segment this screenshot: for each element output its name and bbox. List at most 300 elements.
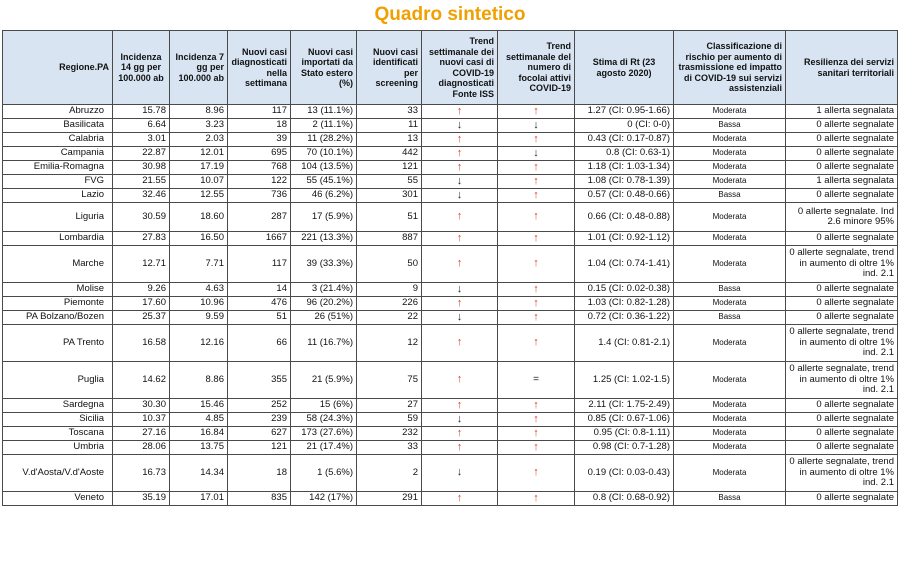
cell-incidence-14: 6.64 — [113, 119, 170, 133]
cell-new-cases: 66 — [228, 325, 291, 362]
arrow-up-icon: ↑ — [533, 310, 539, 323]
cell-risk: Moderata — [674, 413, 786, 427]
cell-trend-foci — [498, 455, 575, 492]
cell-trend-cases — [422, 311, 498, 325]
cell-trend-cases — [422, 297, 498, 311]
cell-trend-foci — [498, 311, 575, 325]
col-header-region: Regione.PA — [3, 31, 113, 105]
cell-risk: Moderata — [674, 105, 786, 119]
cell-screening: 2 — [357, 455, 422, 492]
cell-imported: 17 (5.9%) — [291, 203, 357, 232]
col-header-trend-cases: Trend settimanale dei nuovi casi di COVID-19 diagnosticati Fonte ISS — [422, 31, 498, 105]
arrow-up-icon: ↑ — [533, 466, 539, 479]
table-row — [3, 399, 898, 413]
cell-imported: 39 (33.3%) — [291, 246, 357, 283]
cell-incidence-7: 4.85 — [170, 413, 228, 427]
cell-region: Calabria — [3, 133, 113, 147]
cell-trend-cases — [422, 325, 498, 362]
cell-rt: 0.15 (CI: 0.02-0.38) — [575, 283, 674, 297]
cell-risk: Moderata — [674, 325, 786, 362]
cell-incidence-7: 12.16 — [170, 325, 228, 362]
cell-trend-foci — [498, 297, 575, 311]
arrow-up-icon: ↑ — [533, 257, 539, 270]
cell-rt: 1.4 (CI: 0.81-2.1) — [575, 325, 674, 362]
cell-region: Umbria — [3, 441, 113, 455]
cell-trend-cases — [422, 427, 498, 441]
cell-rt: 0.8 (CI: 0.68-0.92) — [575, 492, 674, 506]
cell-new-cases: 122 — [228, 175, 291, 189]
cell-incidence-7: 8.86 — [170, 362, 228, 399]
cell-resilience: 0 allerte segnalate — [786, 413, 898, 427]
col-header-imported: Nuovi casi importati da Stato estero (%) — [291, 31, 357, 105]
arrow-up-icon: ↑ — [533, 336, 539, 349]
arrow-up-icon: ↑ — [456, 210, 463, 223]
table-row — [3, 427, 898, 441]
cell-rt: 0.57 (CI: 0.48-0.66) — [575, 189, 674, 203]
cell-screening: 33 — [357, 105, 422, 119]
cell-trend-foci — [498, 133, 575, 147]
cell-risk: Moderata — [674, 362, 786, 399]
cell-rt: 0.8 (CI: 0.63-1) — [575, 147, 674, 161]
cell-rt: 0.85 (CI: 0.67-1.06) — [575, 413, 674, 427]
cell-trend-foci — [498, 492, 575, 506]
cell-incidence-14: 22.87 — [113, 147, 170, 161]
cell-region: FVG — [3, 175, 113, 189]
table-row — [3, 147, 898, 161]
cell-region: Molise — [3, 283, 113, 297]
cell-trend-cases — [422, 413, 498, 427]
arrow-up-icon: ↑ — [456, 257, 463, 270]
cell-risk: Moderata — [674, 441, 786, 455]
cell-region: Veneto — [3, 492, 113, 506]
cell-region: Basilicata — [3, 119, 113, 133]
arrow-down-icon: ↓ — [456, 188, 463, 201]
cell-new-cases: 287 — [228, 203, 291, 232]
cell-resilience: 0 allerte segnalate — [786, 232, 898, 246]
table-row — [3, 189, 898, 203]
cell-incidence-14: 32.46 — [113, 189, 170, 203]
arrow-up-icon: ↑ — [533, 188, 539, 201]
cell-incidence-7: 17.19 — [170, 161, 228, 175]
arrow-up-icon: ↑ — [533, 426, 539, 439]
cell-risk: Moderata — [674, 232, 786, 246]
cell-resilience: 0 allerte segnalate — [786, 283, 898, 297]
arrow-up-icon: ↑ — [533, 296, 539, 309]
col-header-incidence-14: Incidenza 14 gg per 100.000 ab — [113, 31, 170, 105]
arrow-up-icon: ↑ — [533, 440, 539, 453]
cell-resilience: 0 allerte segnalate, trend in aumento di oltre 1% ind. 2.1 — [786, 325, 898, 362]
arrow-up-icon: ↑ — [533, 104, 539, 117]
cell-screening: 59 — [357, 413, 422, 427]
cell-new-cases: 18 — [228, 119, 291, 133]
cell-imported: 13 (11.1%) — [291, 105, 357, 119]
arrow-up-icon: ↑ — [456, 146, 463, 159]
cell-screening: 232 — [357, 427, 422, 441]
cell-trend-cases — [422, 246, 498, 283]
cell-screening: 75 — [357, 362, 422, 399]
cell-trend-foci — [498, 119, 575, 133]
col-header-risk: Classificazione di rischio per aumento di trasmissione ed impatto di COVID-19 sui servizi assistenziali — [674, 31, 786, 105]
cell-region: Lombardia — [3, 232, 113, 246]
cell-incidence-14: 21.55 — [113, 175, 170, 189]
cell-trend-cases — [422, 147, 498, 161]
cell-imported: 173 (27.6%) — [291, 427, 357, 441]
cell-trend-foci — [498, 232, 575, 246]
cell-trend-foci — [498, 161, 575, 175]
arrow-down-icon: ↓ — [533, 146, 539, 159]
cell-imported: 221 (13.3%) — [291, 232, 357, 246]
arrow-up-icon: ↑ — [456, 440, 463, 453]
cell-new-cases: 768 — [228, 161, 291, 175]
cell-new-cases: 239 — [228, 413, 291, 427]
cell-incidence-14: 12.71 — [113, 246, 170, 283]
cell-incidence-7: 10.96 — [170, 297, 228, 311]
cell-region: Sicilia — [3, 413, 113, 427]
cell-resilience: 0 allerte segnalate, trend in aumento di oltre 1% ind. 2.1 — [786, 362, 898, 399]
cell-risk: Moderata — [674, 427, 786, 441]
table-row — [3, 246, 898, 283]
arrow-up-icon: ↑ — [456, 160, 463, 173]
cell-trend-cases — [422, 189, 498, 203]
cell-incidence-7: 15.46 — [170, 399, 228, 413]
cell-incidence-14: 16.73 — [113, 455, 170, 492]
arrow-up-icon: ↑ — [456, 132, 463, 145]
cell-trend-cases — [422, 175, 498, 189]
cell-incidence-7: 8.96 — [170, 105, 228, 119]
cell-trend-foci — [498, 362, 575, 399]
cell-screening: 51 — [357, 203, 422, 232]
arrow-up-icon: ↑ — [533, 231, 539, 244]
cell-imported: 55 (45.1%) — [291, 175, 357, 189]
cell-incidence-7: 9.59 — [170, 311, 228, 325]
cell-imported: 58 (24.3%) — [291, 413, 357, 427]
cell-rt: 1.03 (CI: 0.82-1.28) — [575, 297, 674, 311]
cell-incidence-14: 3.01 — [113, 133, 170, 147]
arrow-up-icon: ↑ — [456, 398, 463, 411]
cell-trend-cases — [422, 105, 498, 119]
cell-imported: 3 (21.4%) — [291, 283, 357, 297]
cell-risk: Bassa — [674, 492, 786, 506]
cell-region: PA Trento — [3, 325, 113, 362]
cell-trend-foci — [498, 441, 575, 455]
cell-imported: 104 (13.5%) — [291, 161, 357, 175]
col-header-incidence-7: Incidenza 7 gg per 100.000 ab — [170, 31, 228, 105]
cell-rt: 1.25 (CI: 1.02-1.5) — [575, 362, 674, 399]
arrow-up-icon: ↑ — [533, 132, 539, 145]
cell-trend-cases — [422, 161, 498, 175]
cell-resilience: 0 allerte segnalate — [786, 161, 898, 175]
cell-imported: 21 (5.9%) — [291, 362, 357, 399]
col-header-rt: Stima di Rt (23 agosto 2020) — [575, 31, 674, 105]
cell-risk: Moderata — [674, 161, 786, 175]
arrow-up-icon: ↑ — [456, 491, 463, 504]
cell-rt: 2.11 (CI: 1.75-2.49) — [575, 399, 674, 413]
equal-icon: = — [533, 373, 539, 385]
cell-risk: Moderata — [674, 246, 786, 283]
cell-resilience: 0 allerte segnalate — [786, 492, 898, 506]
cell-new-cases: 627 — [228, 427, 291, 441]
cell-trend-cases — [422, 441, 498, 455]
cell-incidence-7: 16.50 — [170, 232, 228, 246]
arrow-up-icon: ↑ — [456, 373, 463, 386]
cell-trend-cases — [422, 455, 498, 492]
cell-resilience: 0 allerte segnalate — [786, 119, 898, 133]
cell-screening: 11 — [357, 119, 422, 133]
cell-incidence-14: 35.19 — [113, 492, 170, 506]
cell-region: Liguria — [3, 203, 113, 232]
cell-new-cases: 18 — [228, 455, 291, 492]
cell-resilience: 0 allerte segnalate — [786, 297, 898, 311]
cell-incidence-7: 17.01 — [170, 492, 228, 506]
arrow-up-icon: ↑ — [533, 398, 539, 411]
cell-trend-foci — [498, 105, 575, 119]
cell-incidence-14: 30.98 — [113, 161, 170, 175]
cell-incidence-14: 9.26 — [113, 283, 170, 297]
cell-risk: Moderata — [674, 455, 786, 492]
arrow-up-icon: ↑ — [456, 426, 463, 439]
cell-imported: 1 (5.6%) — [291, 455, 357, 492]
table-row — [3, 311, 898, 325]
cell-incidence-14: 16.58 — [113, 325, 170, 362]
cell-incidence-14: 17.60 — [113, 297, 170, 311]
cell-new-cases: 736 — [228, 189, 291, 203]
cell-new-cases: 252 — [228, 399, 291, 413]
cell-risk: Moderata — [674, 133, 786, 147]
cell-trend-cases — [422, 119, 498, 133]
cell-risk: Moderata — [674, 147, 786, 161]
cell-region: Toscana — [3, 427, 113, 441]
cell-trend-cases — [422, 203, 498, 232]
arrow-up-icon: ↑ — [456, 231, 463, 244]
arrow-up-icon: ↑ — [533, 174, 539, 187]
cell-resilience: 1 allerta segnalata — [786, 175, 898, 189]
cell-rt: 1.08 (CI: 0.78-1.39) — [575, 175, 674, 189]
cell-risk: Moderata — [674, 175, 786, 189]
cell-trend-cases — [422, 362, 498, 399]
cell-new-cases: 117 — [228, 105, 291, 119]
cell-resilience: 1 allerta segnalata — [786, 105, 898, 119]
cell-incidence-7: 4.63 — [170, 283, 228, 297]
cell-region: Marche — [3, 246, 113, 283]
cell-imported: 15 (6%) — [291, 399, 357, 413]
cell-region: Puglia — [3, 362, 113, 399]
cell-incidence-14: 25.37 — [113, 311, 170, 325]
cell-risk: Bassa — [674, 119, 786, 133]
cell-resilience: 0 allerte segnalate — [786, 147, 898, 161]
cell-imported: 96 (20.2%) — [291, 297, 357, 311]
cell-new-cases: 355 — [228, 362, 291, 399]
cell-region: Lazio — [3, 189, 113, 203]
cell-imported: 142 (17%) — [291, 492, 357, 506]
cell-rt: 1.01 (CI: 0.92-1.12) — [575, 232, 674, 246]
cell-incidence-7: 3.23 — [170, 119, 228, 133]
cell-incidence-7: 18.60 — [170, 203, 228, 232]
col-header-resilience: Resilienza dei servizi sanitari territoriali — [786, 31, 898, 105]
cell-screening: 9 — [357, 283, 422, 297]
cell-trend-cases — [422, 133, 498, 147]
cell-rt: 0.72 (CI: 0.36-1.22) — [575, 311, 674, 325]
cell-new-cases: 39 — [228, 133, 291, 147]
cell-incidence-14: 28.06 — [113, 441, 170, 455]
cell-region: Piemonte — [3, 297, 113, 311]
cell-screening: 33 — [357, 441, 422, 455]
cell-screening: 27 — [357, 399, 422, 413]
cell-rt: 0.95 (CI: 0.8-1.11) — [575, 427, 674, 441]
cell-incidence-7: 12.55 — [170, 189, 228, 203]
arrow-up-icon: ↑ — [456, 296, 463, 309]
arrow-down-icon: ↓ — [456, 282, 463, 295]
cell-region: Sardegna — [3, 399, 113, 413]
cell-incidence-14: 15.78 — [113, 105, 170, 119]
cell-trend-cases — [422, 492, 498, 506]
cell-incidence-14: 10.37 — [113, 413, 170, 427]
table-row — [3, 203, 898, 232]
cell-risk: Bassa — [674, 189, 786, 203]
cell-incidence-14: 27.16 — [113, 427, 170, 441]
cell-resilience: 0 allerte segnalate, trend in aumento di oltre 1% ind. 2.1 — [786, 455, 898, 492]
table-row — [3, 119, 898, 133]
cell-resilience: 0 allerte segnalate — [786, 189, 898, 203]
cell-trend-cases — [422, 399, 498, 413]
cell-trend-foci — [498, 325, 575, 362]
cell-resilience: 0 allerte segnalate — [786, 399, 898, 413]
cell-imported: 11 (16.7%) — [291, 325, 357, 362]
arrow-up-icon: ↑ — [456, 104, 463, 117]
cell-trend-cases — [422, 232, 498, 246]
cell-incidence-7: 2.03 — [170, 133, 228, 147]
cell-imported: 11 (28.2%) — [291, 133, 357, 147]
cell-new-cases: 1667 — [228, 232, 291, 246]
cell-new-cases: 121 — [228, 441, 291, 455]
cell-resilience: 0 allerte segnalate — [786, 133, 898, 147]
table-row — [3, 297, 898, 311]
cell-incidence-7: 13.75 — [170, 441, 228, 455]
cell-trend-foci — [498, 189, 575, 203]
cell-resilience: 0 allerte segnalate — [786, 311, 898, 325]
arrow-up-icon: ↑ — [533, 412, 539, 425]
cell-resilience: 0 allerte segnalate, trend in aumento di oltre 1% ind. 2.1 — [786, 246, 898, 283]
arrow-up-icon: ↑ — [533, 210, 539, 223]
cell-trend-foci — [498, 413, 575, 427]
cell-incidence-14: 30.59 — [113, 203, 170, 232]
cell-imported: 21 (17.4%) — [291, 441, 357, 455]
summary-table — [2, 30, 898, 506]
cell-rt: 0.66 (CI: 0.48-0.88) — [575, 203, 674, 232]
cell-trend-foci — [498, 399, 575, 413]
arrow-down-icon: ↓ — [533, 118, 539, 131]
table-row — [3, 455, 898, 492]
cell-incidence-7: 7.71 — [170, 246, 228, 283]
cell-screening: 887 — [357, 232, 422, 246]
cell-rt: 0 (CI: 0-0) — [575, 119, 674, 133]
page-title: Quadro sintetico — [374, 4, 526, 25]
cell-trend-foci — [498, 283, 575, 297]
cell-incidence-7: 10.07 — [170, 175, 228, 189]
cell-risk: Bassa — [674, 283, 786, 297]
arrow-up-icon: ↑ — [533, 160, 539, 173]
cell-screening: 55 — [357, 175, 422, 189]
arrow-up-icon: ↑ — [533, 282, 539, 295]
cell-resilience: 0 allerte segnalate — [786, 427, 898, 441]
cell-trend-foci — [498, 147, 575, 161]
cell-region: Abruzzo — [3, 105, 113, 119]
cell-region: PA Bolzano/Bozen — [3, 311, 113, 325]
cell-trend-cases — [422, 283, 498, 297]
cell-incidence-14: 27.83 — [113, 232, 170, 246]
cell-trend-foci — [498, 246, 575, 283]
cell-new-cases: 117 — [228, 246, 291, 283]
cell-imported: 70 (10.1%) — [291, 147, 357, 161]
cell-risk: Moderata — [674, 297, 786, 311]
cell-region: V.d'Aosta/V.d'Aoste — [3, 455, 113, 492]
table-row — [3, 232, 898, 246]
cell-region: Emilia-Romagna — [3, 161, 113, 175]
col-header-screening: Nuovi casi identificati per screening — [357, 31, 422, 105]
cell-screening: 50 — [357, 246, 422, 283]
cell-trend-foci — [498, 203, 575, 232]
cell-resilience: 0 allerte segnalate — [786, 441, 898, 455]
cell-incidence-7: 12.01 — [170, 147, 228, 161]
cell-rt: 0.98 (CI: 0.7-1.28) — [575, 441, 674, 455]
col-header-new-cases: Nuovi casi diagnosticati nella settimana — [228, 31, 291, 105]
cell-rt: 1.27 (CI: 0.95-1.66) — [575, 105, 674, 119]
table-row — [3, 362, 898, 399]
cell-screening: 121 — [357, 161, 422, 175]
cell-screening: 226 — [357, 297, 422, 311]
table-row — [3, 441, 898, 455]
cell-imported: 46 (6.2%) — [291, 189, 357, 203]
cell-new-cases: 476 — [228, 297, 291, 311]
cell-rt: 1.04 (CI: 0.74-1.41) — [575, 246, 674, 283]
table-row — [3, 413, 898, 427]
cell-new-cases: 695 — [228, 147, 291, 161]
cell-screening: 22 — [357, 311, 422, 325]
arrow-down-icon: ↓ — [456, 466, 463, 479]
cell-new-cases: 835 — [228, 492, 291, 506]
cell-incidence-7: 16.84 — [170, 427, 228, 441]
cell-rt: 1.18 (CI: 1.03-1.34) — [575, 161, 674, 175]
table-row — [3, 161, 898, 175]
arrow-down-icon: ↓ — [456, 174, 463, 187]
cell-imported: 2 (11.1%) — [291, 119, 357, 133]
arrow-up-icon: ↑ — [456, 336, 463, 349]
cell-trend-foci — [498, 175, 575, 189]
cell-trend-foci — [498, 427, 575, 441]
cell-resilience: 0 allerte segnalate. Ind 2.6 minore 95% — [786, 203, 898, 232]
table-row — [3, 175, 898, 189]
arrow-down-icon: ↓ — [456, 118, 463, 131]
cell-screening: 12 — [357, 325, 422, 362]
arrow-up-icon: ↑ — [533, 491, 539, 504]
cell-rt: 0.43 (CI: 0.17-0.87) — [575, 133, 674, 147]
arrow-down-icon: ↓ — [456, 310, 463, 323]
cell-incidence-14: 14.62 — [113, 362, 170, 399]
cell-screening: 13 — [357, 133, 422, 147]
cell-screening: 291 — [357, 492, 422, 506]
cell-screening: 442 — [357, 147, 422, 161]
arrow-down-icon: ↓ — [456, 412, 463, 425]
cell-incidence-14: 30.30 — [113, 399, 170, 413]
cell-incidence-7: 14.34 — [170, 455, 228, 492]
table-row — [3, 492, 898, 506]
cell-rt: 0.19 (CI: 0.03-0.43) — [575, 455, 674, 492]
table-row — [3, 325, 898, 362]
cell-screening: 301 — [357, 189, 422, 203]
table-row — [3, 105, 898, 119]
table-row — [3, 133, 898, 147]
cell-region: Campania — [3, 147, 113, 161]
cell-new-cases: 51 — [228, 311, 291, 325]
